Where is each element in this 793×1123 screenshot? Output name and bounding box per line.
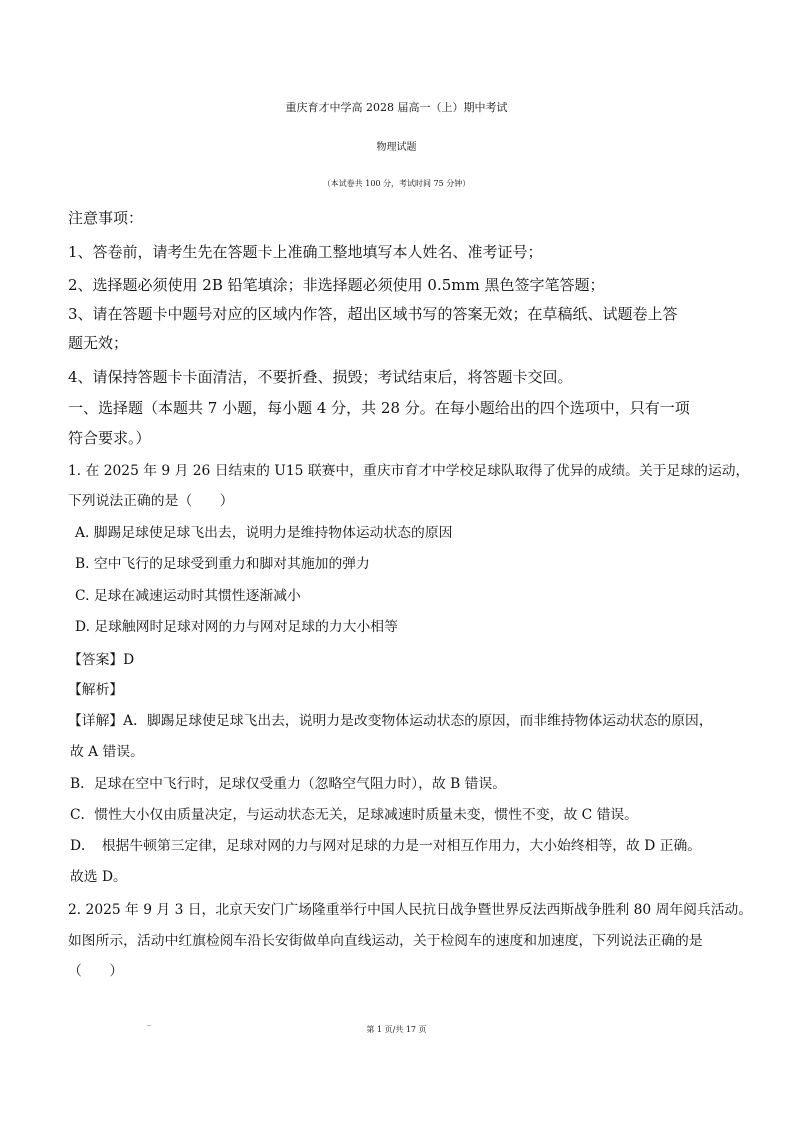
- question-1-detail-c: C．惯性大小仅由质量决定，与运动状态无关，足球减速时质量未变，惯性不变，故 C 错误。: [70, 807, 638, 823]
- question-1-option-a: A. 脚踢足球使足球飞出去，说明力是维持物体运动状态的原因: [75, 525, 453, 541]
- exam-subject: 物理试题: [376, 142, 417, 153]
- notice-item-2: 2、选择题必须使用 2B 铅笔填涂；非选择题必须使用 0.5mm 黑色签字笔答题；: [68, 276, 605, 294]
- question-1-stem: 1. 在 2025 年 9 月 26 日结束的 U15 联赛中，重庆市育才中学校足球队取得了优异的成绩。关于足球的运动，: [68, 463, 750, 479]
- question-1-option-b: B. 空中飞行的足球受到重力和脚对其施加的弹力: [75, 556, 370, 572]
- notice-item-1: 1、答卷前，请考生先在答题卡上准确工整地填写本人姓名、准考证号；: [68, 243, 543, 261]
- section-heading: 一、选择题（本题共 7 小题，每小题 4 分，共 28 分。在每小题给出的四个选项中，只有一项: [68, 399, 690, 417]
- question-2-stem-cont: 如图所示，活动中红旗检阅车沿长安街做单向直线运动，关于检阅车的速度和加速度，下列说法正确的是: [68, 933, 703, 949]
- question-1-detail-a-cont: 故 A 错误。: [70, 744, 144, 760]
- question-1-conclusion: 故选 D。: [70, 869, 127, 885]
- notice-heading: 注意事项：: [68, 209, 144, 227]
- question-2-stem-paren: （ ）: [68, 963, 124, 979]
- page-number: 第 1 页/共 17 页: [366, 1025, 427, 1034]
- question-1-detail-d: D． 根据牛顿第三定律，足球对网的力与网对足球的力是一对相互作用力，大小始终相等，故 D 正确。: [70, 838, 702, 854]
- question-1-option-c: C. 足球在减速运动时其惯性逐渐减小: [75, 588, 301, 604]
- section-heading-cont: 符合要求。）: [68, 429, 151, 447]
- notice-item-3-cont: 题无效；: [68, 334, 129, 352]
- question-2-stem: 2. 2025 年 9 月 3 日，北京天安门广场隆重举行中国人民抗日战争暨世界反法西斯战争胜利 80 周年阅兵活动。: [68, 902, 753, 918]
- question-1-detail-b: B．足球在空中飞行时，足球仅受重力（忽略空气阻力时），故 B 错误。: [70, 776, 507, 792]
- exam-note: （本试卷共 100 分，考试时间 75 分钟）: [322, 179, 471, 188]
- question-1-detail-a: 【详解】A．脚踢足球使足球飞出去，说明力是改变物体运动状态的原因，而非维持物体运动状态的原因，: [68, 713, 713, 729]
- question-1-analysis-label: 【解析】: [68, 682, 124, 698]
- exam-title: 重庆育才中学高 2028 届高一（上）期中考试: [285, 101, 508, 114]
- notice-item-4: 4、请保持答题卡卡面清洁，不要折叠、损毁；考试结束后，将答题卡交回。: [68, 368, 573, 386]
- question-1-answer: 【答案】D: [68, 652, 135, 668]
- question-1-stem-cont: 下列说法正确的是（ ）: [68, 493, 234, 509]
- question-1-option-d: D. 足球触网时足球对网的力与网对足球的力大小相等: [75, 619, 398, 635]
- notice-item-3: 3、请在答题卡中题号对应的区域内作答，超出区域书写的答案无效；在草稿纸、试题卷上答: [68, 305, 678, 323]
